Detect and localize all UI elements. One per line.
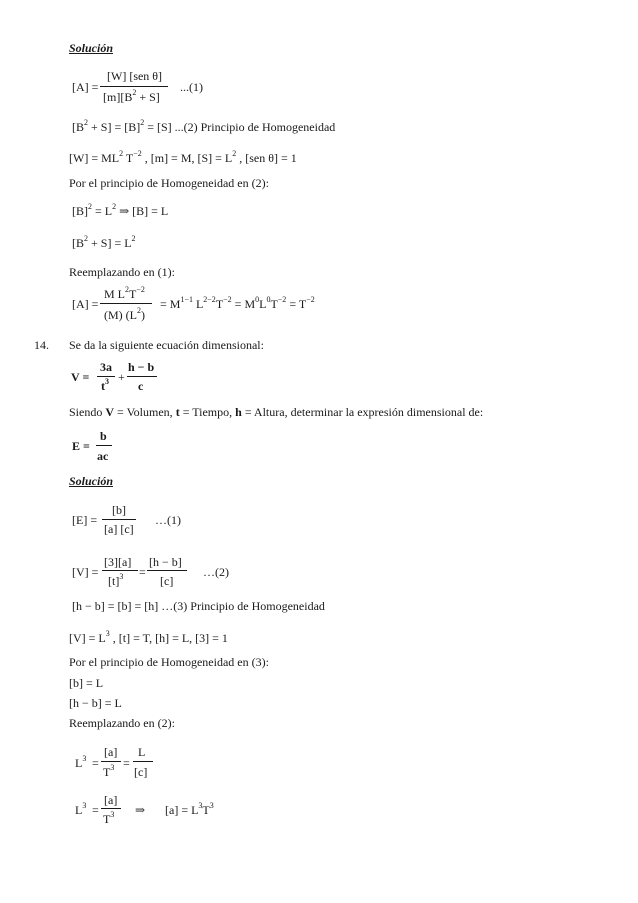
fraction-denominator: [c] [134,765,148,779]
result-line: [h − b] = L [69,696,122,710]
fraction-denominator: $T^3$ [103,810,115,826]
fraction-bar [133,761,153,762]
equation-tag: …(2) [203,565,229,579]
equation-b2-s: $[B^2 + S] = L^2$ [72,234,136,250]
equation-b: $[B]^2 = L^2$ ⇒ [B] = L [72,202,169,218]
fraction-numerator: [3][a] [104,555,132,569]
dimensions-line: $[W] = ML^2$ $T^{-2}$ , [m] = M, $[S] = L^2$ , [sen θ] = 1 [69,149,297,165]
fraction-denominator: c [138,379,144,393]
fraction-bar [100,303,152,304]
fraction-denominator: $T^3$ [103,763,115,779]
paragraph-text: Por el principio de Homogeneidad en (3): [69,655,269,669]
problem-number: 14. [34,338,49,352]
equation-simplification: = $M^{1-1}$ $L^{2-2}T^{-2} = M^0L^0T^{-2} = T^{-2}$ [160,295,315,311]
fraction-bar [101,808,121,809]
fraction-bar [102,519,136,520]
solution-heading: Solución [69,474,114,488]
fraction-denominator: ac [97,449,109,463]
fraction-numerator: [a] [104,745,118,759]
fraction-numerator: L [138,745,146,759]
fraction-bar [102,570,138,571]
fraction-denominator: [c] [160,574,174,588]
fraction-denominator: $t^3$ [101,377,109,393]
result-line: [b] = L [69,676,104,690]
given-definitions: Siendo V = Volumen, t = Tiempo, h = Altura, determinar la expresión dimensional de: [69,405,484,419]
fraction-numerator: b [100,429,107,443]
fraction-bar [100,86,168,87]
problem-statement: Se da la siguiente ecuación dimensional: [69,338,264,352]
dimensions-line: $[V] = L^3$ , [t] = T, [h] = L, [3] = 1 [69,629,228,645]
fraction-denominator: $[t]^3$ [108,572,124,588]
paragraph-text: Reemplazando en (2): [69,716,175,730]
final-result: $[a] = L^3T^3$ [165,801,214,817]
fraction-denominator: [a] [c] [104,522,134,536]
fraction-denominator: (M) $(L^2)$ [104,306,145,322]
fraction-bar [127,376,157,377]
fraction-bar [101,761,121,762]
fraction-numerator: 3a [100,360,112,374]
document-page: Solución [A] = [W] [sen θ] $[m][B^2 + S]$ ...(1) $[B^2 + S] = [B]^2 = [S]$ ...(2) Principio de Homogeneidad $[W] = ML^2$ $T^{-2}$ , [m] = M, $[S] = L^2$ , [sen θ] = 1 Por el principio de Homogeneidad en (2): $[B]^2 = L^2$ ⇒ [B] = L $[B^2 + S] = L^2$ Reemplazando en (1): [A] = M $L^2T^{-2}$ (M) $(L^2)$ = $M^{1-1}$ $L^{2-2}T^{-2} = M^0L^0T^{-2} = T^{-2}$ 14. Se da la siguiente ecuación dimensional: V = 3a $t^3$ + h − b c Siendo V = Volumen, t = Tiempo, h = Altura, determinar la expresión dimensional de: E = b ac Solución [E] = [b] [a] [c] …(1) [V] = [3][a] $[t]^3$ = [h − b] [c] …(2) [h − b] = [b] = [h] …(3) Principio de Homogeneidad $[V] = L^3$ , [t] = T, [h] = L, [3] = 1 Por el principio de Homogeneidad en (3): [b] = L [h − b] = L Reemplazando en (2): $L^3$ = [a] $T^3$ = L [c] $L^3$ = [a] $T^3$ ⇒ $[a] = L^3T^3$ [34,41,484,826]
implies-arrow: ⇒ [135,803,146,817]
solution-heading: Solución [69,41,114,55]
equation-tag: …(1) [155,513,181,527]
equation-tag: ...(1) [180,80,203,94]
fraction-bar [96,445,112,446]
paragraph-text: Reemplazando en (1): [69,265,175,279]
fraction-numerator: [a] [104,793,118,807]
equation-3: [h − b] = [b] = [h] …(3) Principio de Homogeneidad [72,599,325,613]
equation-2: $[B^2 + S] = [B]^2 = [S]$ ...(2) Principio de Homogeneidad [72,118,336,134]
fraction-numerator: [W] [sen θ] [107,69,163,83]
paragraph-text: Por el principio de Homogeneidad en (2): [69,176,269,190]
fraction-denominator: $[m][B^2 + S]$ [103,88,160,104]
fraction-numerator: [h − b] [149,555,182,569]
fraction-numerator: M $L^2T^{-2}$ [104,285,145,301]
fraction-bar [147,570,187,571]
fraction-numerator: h − b [128,360,155,374]
fraction-numerator: [b] [112,503,126,517]
